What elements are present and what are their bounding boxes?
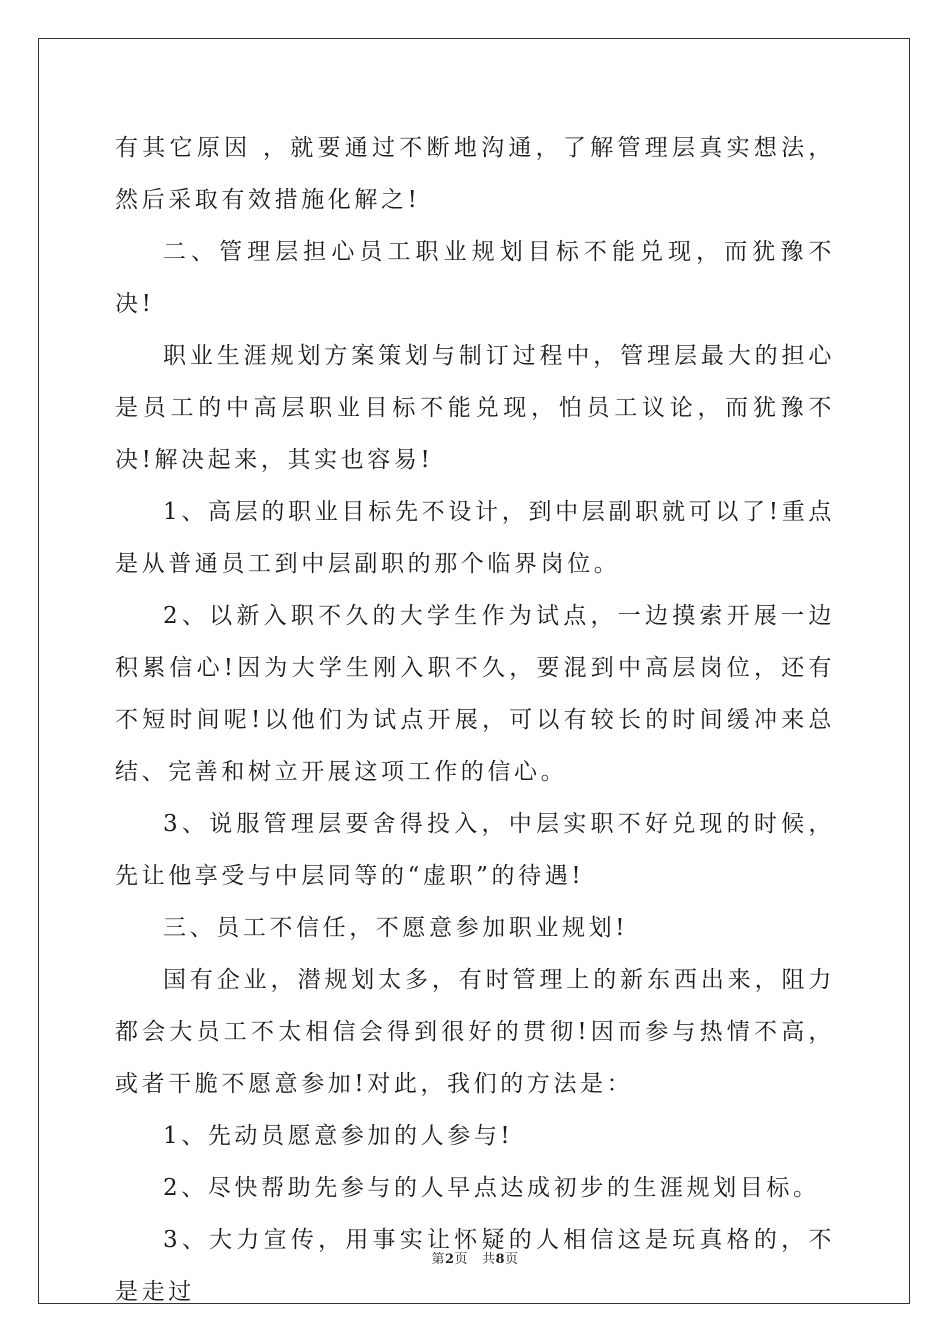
paragraph: 有其它原因 ，就要通过不断地沟通，了解管理层真实想法，然后采取有效措施化解之!	[115, 135, 835, 213]
page-number: 2	[444, 1252, 455, 1267]
list-item: 1、高层的职业目标先不设计，到中层副职就可以了!重点是从普通员工到中层副职的那个临界岗位。	[115, 499, 835, 577]
list-item: 2、以新入职不久的大学生作为试点，一边摸索开展一边积累信心!因为大学生刚入职不久，要混到中高层岗位，还有不短时间呢!以他们为试点开展，可以有较长的时间缓冲来总结、完善和树立开展这项工作的信心。	[115, 603, 835, 785]
page-footer	[0, 1248, 950, 1267]
section-heading: 三、员工不信任，不愿意参加职业规划!	[163, 915, 629, 941]
total-label-prefix: 共	[481, 1252, 496, 1267]
total-pages: 8	[495, 1252, 506, 1267]
list-item: 3、大力宣传，用事实让怀疑的人相信这是玩真格的，不是走过	[115, 1227, 835, 1305]
document-body	[115, 122, 835, 1318]
paragraph: 国有企业，潜规划太多，有时管理上的新东西出来，阻力都会大员工不太相信会得到很好的贯彻!因而参与热情不高，或者干脆不愿意参加!对此，我们的方法是：	[115, 967, 835, 1097]
page-label-prefix: 第	[431, 1252, 445, 1267]
list-item: 3、说服管理层要舍得投入，中层实职不好兑现的时候，先让他享受与中层同等的“虚职”的待遇!	[115, 811, 835, 889]
section-heading: 二、管理层担心员工职业规划目标不能兑现，而犹豫不决!	[115, 239, 835, 317]
paragraph: 职业生涯规划方案策划与制订过程中，管理层最大的担心是员工的中高层职业目标不能兑现，怕员工议论，而犹豫不决!解决起来，其实也容易!	[115, 343, 835, 473]
list-item: 1、先动员愿意参加的人参与!	[163, 1123, 514, 1149]
page-label-suffix: 页	[454, 1252, 469, 1267]
list-item: 2、尽快帮助先参与的人早点达成初步的生涯规划目标。	[163, 1175, 820, 1201]
total-label-suffix: 页	[505, 1252, 519, 1267]
